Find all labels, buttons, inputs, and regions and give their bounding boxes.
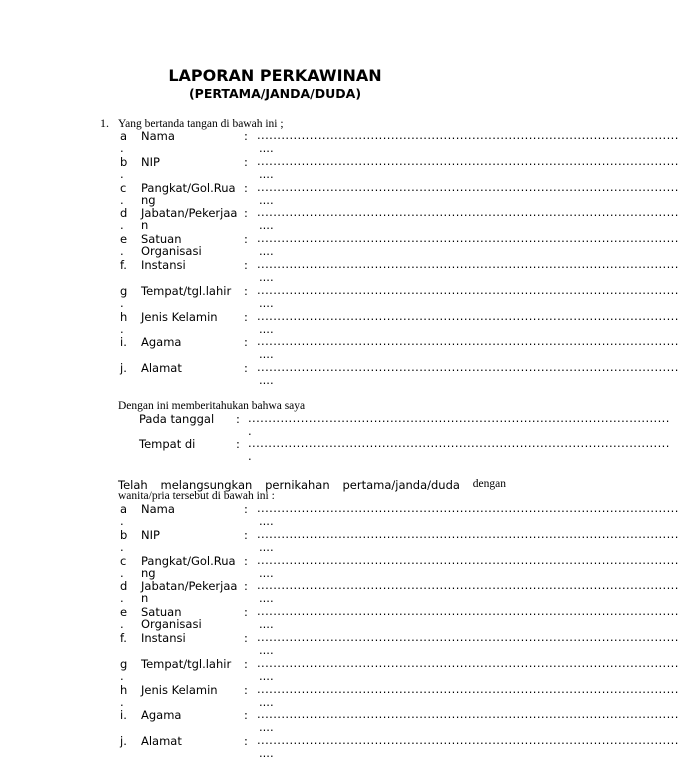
- field-row: [0, 282, 679, 311]
- marriage-statement-line2: wanita/pria tersebut di bawah ini :: [118, 490, 275, 502]
- fill-line[interactable]: ........................................................................................................: [257, 308, 679, 323]
- field-label: Pada tanggal: [139, 412, 215, 426]
- field-colon: :: [244, 502, 248, 516]
- fill-line-tail: ....: [259, 373, 274, 388]
- field-label: Satuan: [141, 605, 182, 620]
- field-colon: :: [244, 631, 248, 645]
- field-letter-dot: .: [120, 565, 124, 580]
- section-intro: Yang bertanda tangan di bawah ini ;: [118, 118, 284, 130]
- field-letter: g: [120, 656, 128, 671]
- field-colon: :: [244, 309, 248, 324]
- field-colon: :: [244, 154, 248, 169]
- fill-line-tail: .: [248, 424, 252, 438]
- field-label-continued: ng: [141, 565, 156, 580]
- field-colon: :: [244, 605, 248, 620]
- field-colon: :: [244, 361, 248, 376]
- field-label: Jenis Kelamin: [141, 309, 218, 324]
- field-letter: f.: [120, 631, 127, 645]
- field-letter-dot: .: [120, 244, 124, 259]
- document-subtitle: (PERTAMA/JANDA/DUDA): [188, 86, 362, 101]
- field-letter: i.: [120, 335, 127, 350]
- fill-line[interactable]: ........................................................................................................: [257, 205, 679, 220]
- field-row: [0, 552, 679, 581]
- fill-line[interactable]: ........................................................................................................: [257, 128, 679, 142]
- field-row: [0, 681, 679, 710]
- field-colon: :: [244, 527, 248, 542]
- field-letter: c: [120, 553, 127, 568]
- field-colon: :: [244, 129, 248, 143]
- field-row: [0, 655, 679, 684]
- field-label-continued: Organisasi: [141, 617, 202, 632]
- field-row: [0, 526, 679, 555]
- field-row: [0, 128, 679, 156]
- field-label: NIP: [141, 154, 160, 169]
- field-label-continued: n: [141, 591, 149, 606]
- field-letter-dot: .: [120, 166, 124, 181]
- field-colon: :: [244, 579, 248, 594]
- fill-line-tail: ....: [259, 668, 274, 683]
- fill-line[interactable]: ........................................................................................................: [257, 681, 679, 696]
- field-colon: :: [244, 553, 248, 568]
- fill-line[interactable]: ........................................................................................................: [257, 655, 679, 670]
- fill-line-tail: ....: [259, 192, 274, 207]
- fill-line[interactable]: ........................................................................................................: [257, 153, 679, 168]
- field-letter-dot: .: [120, 514, 124, 528]
- fill-line[interactable]: ........................................................................................................: [257, 733, 679, 748]
- fill-line-tail: ....: [259, 617, 274, 632]
- field-letter-dot: .: [120, 141, 124, 155]
- document-title: LAPORAN PERKAWINAN: [168, 66, 382, 85]
- fill-line-tail: ....: [259, 643, 274, 657]
- field-label: Pangkat/Gol.Rua: [141, 180, 236, 195]
- field-row: [0, 360, 679, 388]
- field-letter: i.: [120, 708, 127, 723]
- field-letter-dot: .: [120, 218, 124, 233]
- section-number: 1.: [100, 116, 109, 130]
- field-letter-dot: .: [120, 321, 124, 336]
- field-letter-dot: .: [120, 668, 124, 683]
- field-row: [0, 604, 679, 632]
- field-row: [0, 578, 679, 606]
- statement-word: melangsungkan: [160, 478, 253, 492]
- field-label: Alamat: [141, 734, 182, 749]
- field-colon: :: [244, 708, 248, 723]
- field-label: Alamat: [141, 361, 182, 376]
- fill-line[interactable]: ........................................................................................................: [257, 360, 679, 375]
- field-label: Tempat di: [139, 437, 196, 451]
- fill-line-tail: .: [248, 449, 252, 463]
- fill-line[interactable]: ........................................................................................................: [257, 282, 679, 297]
- statement-word: pernikahan: [265, 478, 330, 492]
- field-colon: :: [244, 206, 248, 221]
- field-row: [0, 733, 679, 761]
- field-letter: e: [120, 232, 128, 247]
- field-row: [0, 179, 679, 208]
- field-row: [0, 630, 679, 658]
- fill-line[interactable]: ........................................................................................................: [257, 257, 679, 271]
- field-letter: a: [120, 502, 128, 516]
- field-colon: :: [244, 283, 248, 298]
- fill-line-tail: ....: [259, 270, 274, 284]
- field-label: Instansi: [141, 258, 186, 272]
- field-label: Jenis Kelamin: [141, 682, 218, 697]
- fill-line[interactable]: ........................................................................................................: [248, 436, 670, 450]
- field-letter: b: [120, 154, 128, 169]
- field-label: Tempat/tgl.lahir: [141, 283, 232, 298]
- fill-line-tail: ....: [259, 565, 274, 580]
- notice-text: Dengan ini memberitahukan bahwa saya: [118, 400, 306, 412]
- field-letter-dot: .: [120, 591, 124, 606]
- field-label: Jabatan/Pekerjaa: [141, 206, 238, 221]
- field-letter: g: [120, 283, 128, 298]
- fill-line-tail: ....: [259, 539, 274, 554]
- fill-line[interactable]: ........................................................................................................: [257, 707, 679, 722]
- field-label-continued: ng: [141, 192, 156, 207]
- field-label: Pangkat/Gol.Rua: [141, 553, 236, 568]
- field-colon: :: [244, 734, 248, 749]
- field-row-place: [0, 436, 670, 464]
- field-row: [0, 308, 679, 337]
- field-row: [0, 153, 679, 182]
- field-colon: :: [236, 437, 240, 451]
- field-letter-dot: .: [120, 539, 124, 554]
- field-letter: c: [120, 180, 127, 195]
- field-row: [0, 501, 679, 529]
- fill-line[interactable]: ........................................................................................................: [248, 411, 670, 425]
- field-letter: h: [120, 682, 128, 697]
- fill-line[interactable]: ........................................................................................................: [257, 630, 679, 644]
- field-colon: :: [244, 232, 248, 247]
- statement-word: Telah: [118, 478, 148, 492]
- fill-line-tail: ....: [259, 694, 274, 709]
- statement-word: dengan: [472, 478, 506, 490]
- field-label: NIP: [141, 527, 160, 542]
- field-row: [0, 707, 679, 735]
- field-letter: f.: [120, 258, 127, 272]
- field-letter-dot: .: [120, 192, 124, 207]
- fill-line-tail: ....: [259, 347, 274, 362]
- fill-line-tail: ....: [259, 720, 274, 735]
- field-label: Nama: [141, 502, 175, 516]
- fill-line-tail: ....: [259, 321, 274, 336]
- field-label: Instansi: [141, 631, 186, 645]
- field-letter: j.: [120, 734, 127, 749]
- fill-line[interactable]: ........................................................................................................: [257, 526, 679, 541]
- field-label: Agama: [141, 335, 182, 350]
- field-letter: a: [120, 129, 128, 143]
- fill-line[interactable]: ........................................................................................................: [257, 552, 679, 567]
- fill-line-tail: ....: [259, 591, 274, 606]
- field-colon: :: [244, 682, 248, 697]
- fill-line-tail: ....: [259, 514, 274, 528]
- fill-line-tail: ....: [259, 746, 274, 761]
- field-row: [0, 231, 679, 259]
- field-row: [0, 334, 679, 362]
- field-label: Tempat/tgl.lahir: [141, 656, 232, 671]
- field-colon: :: [244, 335, 248, 350]
- field-letter-dot: .: [120, 295, 124, 310]
- field-colon: :: [244, 258, 248, 272]
- fill-line[interactable]: ........................................................................................................: [257, 334, 679, 349]
- field-label: Agama: [141, 708, 182, 723]
- fill-line-tail: ....: [259, 218, 274, 233]
- field-colon: :: [236, 412, 240, 426]
- field-row: [0, 205, 679, 233]
- field-letter: d: [120, 579, 128, 594]
- fill-line-tail: ....: [259, 141, 274, 155]
- fill-line[interactable]: ........................................................................................................: [257, 578, 679, 593]
- field-label: Satuan: [141, 232, 182, 247]
- field-colon: :: [244, 656, 248, 671]
- field-letter: b: [120, 527, 128, 542]
- field-letter: d: [120, 206, 128, 221]
- field-label: Nama: [141, 129, 175, 143]
- field-letter: e: [120, 605, 128, 620]
- field-row: [0, 257, 679, 285]
- field-letter-dot: .: [120, 694, 124, 709]
- field-letter-dot: .: [120, 617, 124, 632]
- fill-line[interactable]: ........................................................................................................: [257, 179, 679, 194]
- fill-line[interactable]: ........................................................................................................: [257, 501, 679, 515]
- fill-line[interactable]: ........................................................................................................: [257, 231, 679, 246]
- fill-line-tail: ....: [259, 244, 274, 259]
- field-label: Jabatan/Pekerjaa: [141, 579, 238, 594]
- statement-word: pertama/janda/duda: [342, 478, 460, 492]
- field-letter: j.: [120, 361, 127, 376]
- fill-line[interactable]: ........................................................................................................: [257, 604, 679, 619]
- field-label-continued: Organisasi: [141, 244, 202, 259]
- field-letter: h: [120, 309, 128, 324]
- fill-line-tail: ....: [259, 295, 274, 310]
- field-label-continued: n: [141, 218, 149, 233]
- fill-line-tail: ....: [259, 166, 274, 181]
- field-colon: :: [244, 180, 248, 195]
